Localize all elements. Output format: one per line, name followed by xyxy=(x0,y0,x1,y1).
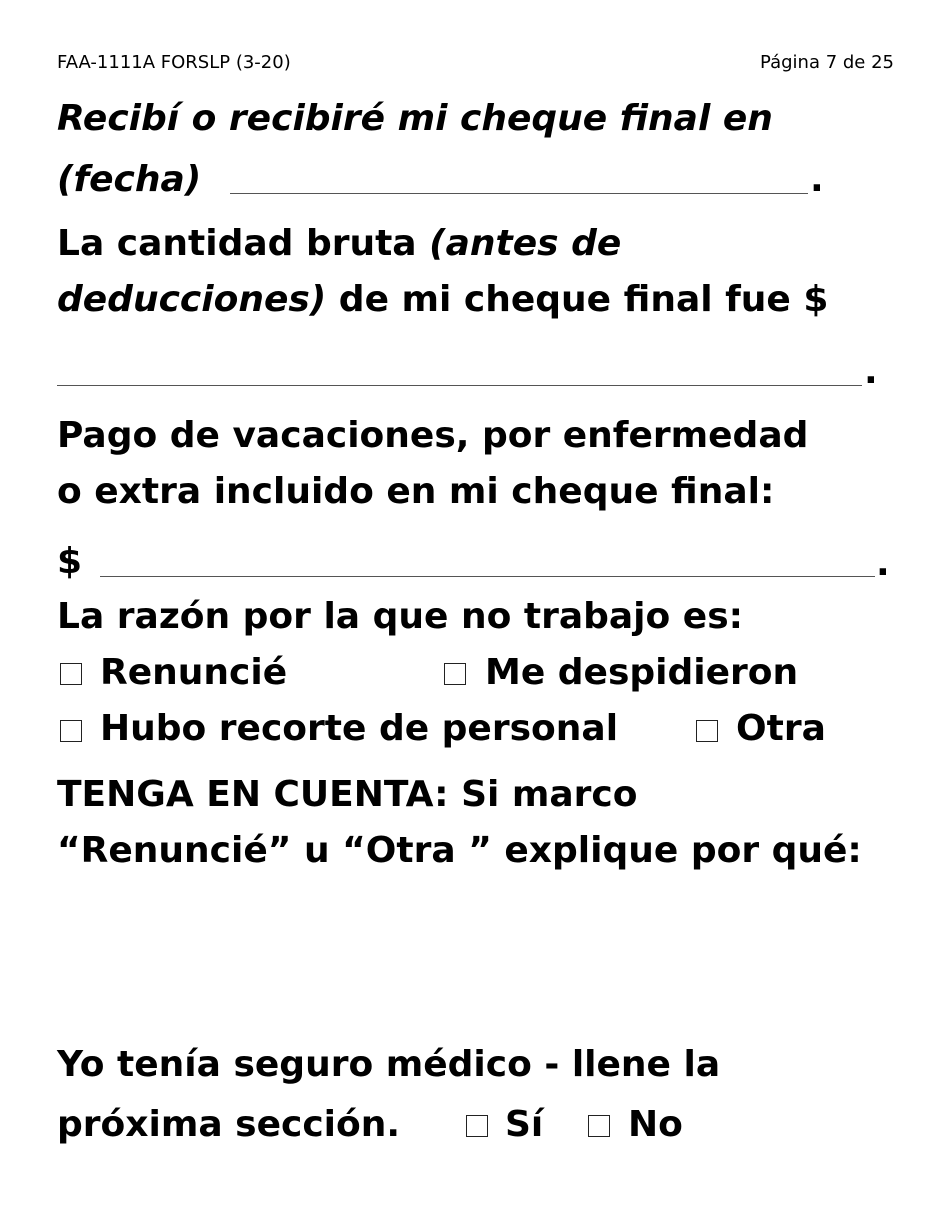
checkbox-renuncie[interactable] xyxy=(60,663,82,685)
gross-text-a: La cantidad bruta xyxy=(57,223,430,264)
gross-text-b: (antes de xyxy=(429,223,622,264)
insurance-text-1: Yo tenía seguro médico - llene la xyxy=(57,1044,721,1085)
vacation-period: . xyxy=(876,543,890,584)
insurance-text-2: próxima sección. xyxy=(57,1104,401,1145)
vacation-text-1: Pago de vacaciones, por enfermedad xyxy=(57,415,809,456)
date-field[interactable] xyxy=(230,193,808,194)
dollar-sign: $ xyxy=(57,541,83,582)
gross-text-d: de mi cheque final fue $ xyxy=(326,279,829,320)
gross-amount-text-2 xyxy=(57,278,828,321)
vacation-amount-field[interactable] xyxy=(100,576,875,577)
insurance-no-label: No xyxy=(628,1104,683,1145)
checkbox-otra[interactable] xyxy=(696,720,718,742)
reason-question: La razón por la que no trabajo es: xyxy=(57,596,744,637)
option-renuncie-label: Renuncié xyxy=(100,652,288,693)
note-text-2: “Renuncié” u “Otra ” explique por qué: xyxy=(57,830,862,871)
insurance-yes-label: Sí xyxy=(505,1104,544,1145)
option-otra-label: Otra xyxy=(736,708,826,749)
date-label: (fecha) xyxy=(57,159,202,200)
checkbox-me-despidieron[interactable] xyxy=(444,663,466,685)
option-recorte-personal-label: Hubo recorte de personal xyxy=(100,708,619,749)
vacation-text-2: o extra incluido en mi cheque final: xyxy=(57,471,775,512)
date-period: . xyxy=(810,159,824,200)
gross-amount-text-1 xyxy=(57,222,621,265)
checkbox-insurance-no[interactable] xyxy=(588,1115,610,1137)
option-me-despidieron-label: Me despidieron xyxy=(485,652,799,693)
final-check-text: Recibí o recibiré mi cheque final en xyxy=(57,98,773,139)
note-text-1: TENGA EN CUENTA: Si marco xyxy=(57,774,638,815)
checkbox-insurance-yes[interactable] xyxy=(466,1115,488,1137)
form-id: FAA-1111A FORSLP (3-20) xyxy=(57,52,291,73)
page-number: Página 7 de 25 xyxy=(760,52,894,73)
gross-amount-field[interactable] xyxy=(57,385,862,386)
gross-text-c: deducciones) xyxy=(57,279,327,320)
checkbox-recorte-personal[interactable] xyxy=(60,720,82,742)
gross-period: . xyxy=(864,351,878,392)
